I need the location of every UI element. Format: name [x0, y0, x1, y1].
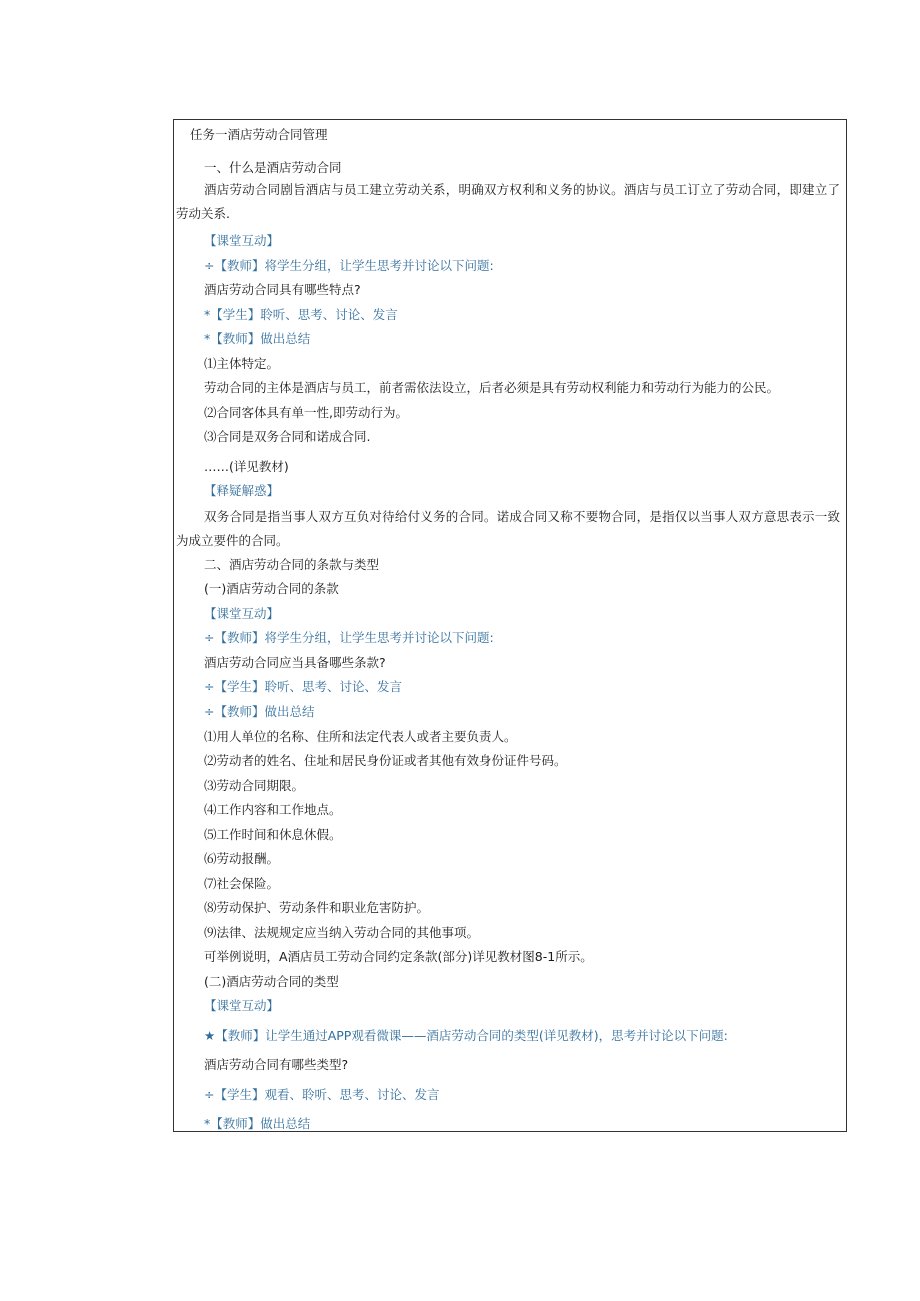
clause-item: ⑵劳动者的姓名、住址和居民身份证或者其他有效身份证件号码。: [204, 753, 567, 768]
section1-heading: 一、什么是酒店劳动合同: [204, 160, 342, 175]
section2-sub2: (二)酒店劳动合同的类型: [204, 974, 339, 989]
teacher-summary-3: *【教师】做出总结: [204, 1116, 311, 1131]
section1-definition: 酒店劳动合同剧旨酒店与员工建立劳动关系，明确双方权利和义务的协议。酒店与员工订立了劳动合同，即建立了劳动关系.: [176, 182, 840, 221]
student-action-1: *【学生】聆听、思考、讨论、发言: [204, 307, 398, 322]
question-1: 酒店劳动合同具有哪些特点?: [204, 282, 361, 297]
section2-sub1: (一)酒店劳动合同的条款: [204, 581, 339, 596]
point-2: ⑵合同客体具有单一性,即劳动行为。: [204, 405, 408, 420]
clause-item: ⑻劳动保护、劳动条件和职业危害防护。: [204, 900, 430, 915]
clause-item: ⑷工作内容和工作地点。: [204, 802, 342, 817]
interaction-label-3: 【课堂互动】: [204, 998, 280, 1013]
clarify-label: 【释疑解惑】: [204, 483, 280, 498]
interaction-label-1: 【课堂互动】: [204, 233, 280, 248]
section2-heading: 二、酒店劳动合同的条款与类型: [204, 557, 380, 572]
student-action-3: ÷【学生】观看、聆听、思考、讨论、发言: [204, 1087, 440, 1102]
clause-item: ⑹劳动报酬。: [204, 851, 280, 866]
point-1-detail: 劳动合同的主体是酒店与员工，前者需依法设立，后者必须是具有劳动权利能力和劳动行为能力的公民。: [204, 380, 780, 395]
student-action-2: ÷【学生】聆听、思考、讨论、发言: [204, 679, 402, 694]
page-title: 任务一酒店劳动合同管理: [190, 127, 328, 142]
question-3: 酒店劳动合同有哪些类型?: [204, 1057, 349, 1072]
clause-item: ⑶劳动合同期限。: [204, 778, 305, 793]
point-1: ⑴主体特定。: [204, 356, 280, 371]
clause-item: ⑺社会保险。: [204, 876, 280, 891]
teacher-prompt-2: ÷【教师】将学生分组，让学生思考并讨论以下问题:: [204, 630, 494, 645]
see-textbook: ……(详见教材): [204, 459, 289, 474]
clause-item: ⑼法律、法规规定应当纳入劳动合同的其他事项。: [204, 925, 480, 940]
example-note: 可举例说明，A酒店员工劳动合同约定条款(部分)详见教材图8-1所示。: [204, 949, 593, 964]
teacher-summary-2: ÷【教师】做出总结: [204, 704, 315, 719]
clarify-text: 双务合同是指当事人双方互负对待给付义务的合同。诺成合同又称不要物合同，是指仅以当事人双方意思表示一致为成立要件的合同。: [176, 509, 840, 548]
point-3: ⑶合同是双务合同和诺成合同.: [204, 429, 371, 444]
clause-item: ⑸工作时间和休息休假。: [204, 827, 342, 842]
clause-item: ⑴用人单位的名称、住所和法定代表人或者主要负责人。: [204, 729, 517, 744]
question-2: 酒店劳动合同应当具备哪些条款?: [204, 655, 386, 670]
teacher-prompt-3: ★【教师】让学生通过APP观看微课——酒店劳动合同的类型(详见教材)，思考并讨论以下问题:: [204, 1028, 728, 1043]
teacher-summary-1: *【教师】做出总结: [204, 331, 311, 346]
teacher-prompt-1: ÷【教师】将学生分组，让学生思考并讨论以下问题:: [204, 258, 494, 273]
interaction-label-2: 【课堂互动】: [204, 606, 280, 621]
